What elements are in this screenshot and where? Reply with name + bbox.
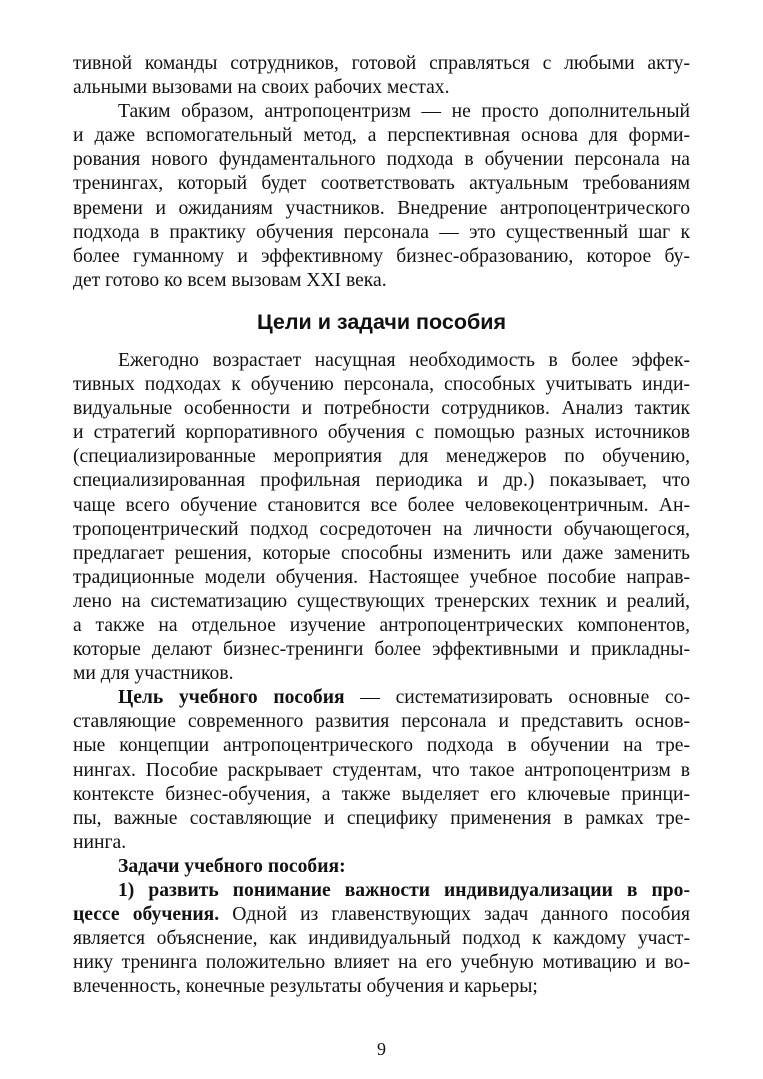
text-line: ставляющие современного развития персонала и представить основ- [73,711,690,733]
text-line: влеченность, конечные результаты обучения и карьеры; [73,976,538,998]
paragraph-goal [73,686,690,855]
text-line: тивной команды сотрудников, готовой справляться с любыми акту- [73,53,690,74]
text-line: Задачи учебного пособия: [118,855,346,877]
paragraph-relevance [73,349,690,686]
text-line: предлагает решения, которые способны изменить или даже заменить [73,542,690,564]
text-line: (специализированные мероприятия для менеджеров по обучению, [73,446,690,468]
text-line: чаще всего обучение становится все более человекоцентричным. Ан- [73,494,690,516]
text-line: альными вызовами на своих рабочих местах. [73,77,450,99]
text-line: нинга. [73,831,127,853]
section-heading: Цели и задачи пособия [256,309,507,334]
text-line: и стратегий корпоративного обучения с помощью разных источников [73,422,690,444]
text-line [73,903,690,927]
text-line: лено на систематизацию существующих тренерских техник и реалий, [73,590,690,612]
text-line: является объяснение, как индивидуальный подход к каждому участ- [73,928,690,950]
text-line: более гуманному и эффективному бизнес-образованию, которое бу- [73,245,690,267]
text-line: Таким образом, антропоцентризм — не просто дополнительный [118,101,690,123]
text-line: 1) развить понимание важности индивидуализации в про- [118,880,690,901]
page-body [73,52,690,999]
goal-label: Цель учебного пособия [118,687,345,709]
page-number: 9 [377,1039,386,1059]
text-line [73,686,690,710]
goal-text: — систематизировать основные со- [344,687,690,709]
paragraph-intro-end [73,52,690,100]
text-line: тренингах, который будет соответствовать актуальным требованиям [73,173,690,195]
text-line: пы, важные составляющие и специфику применения в рамках тре- [73,807,690,829]
paragraph-conclusion [73,100,690,293]
task-1-text: Одной из главенствующих задач данного пособия [219,904,690,926]
text-line: а также на отдельное изучение антропоцентрических компонентов, [73,614,690,636]
text-line: рования нового фундаментального подхода в обучении персонала на [73,149,690,171]
text-line: тропоцентрический подход сосредоточен на личности обучающегося, [73,518,690,540]
text-line: ные концепции антропоцентрического подхода в обучении на тре- [73,735,690,757]
text-line: нику тренинга положительно влияет на его учебную мотивацию и во- [73,952,690,974]
text-line: дет готово ко всем вызовам XXI века. [73,269,387,291]
tasks-heading [73,855,690,879]
paragraph-task-1 [73,879,690,999]
text-line: видуальные особенности и потребности сотрудников. Анализ тактик [73,398,690,420]
text-line: контексте бизнес-обучения, а также выделяет его ключевые принци- [73,783,690,805]
text-line: которые делают бизнес-тренинги более эффективными и прикладны- [73,639,690,661]
text-line: специализированная профильная периодика и др.) показывает, что [73,470,690,492]
text-line: подхода в практику обучения персонала — это существенный шаг к [73,221,690,243]
text-line: Ежегодно возрастает насущная необходимость в более эффек- [118,349,690,371]
text-line: ми для участников. [73,663,234,685]
text-line: тивных подходах к обучению персонала, способных учитывать инди- [73,374,690,396]
text-line: традиционные модели обучения. Настоящее учебное пособие направ- [73,566,690,588]
text-line: и даже вспомогательный метод, а перспективная основа для форми- [73,125,690,147]
text-line: нингах. Пособие раскрывает студентам, что такое антропоцентризм в [73,759,690,781]
task-1-label-end: цессе обучения. [73,904,220,926]
text-line: времени и ожиданиям участников. Внедрение антропоцентрического [73,197,690,219]
